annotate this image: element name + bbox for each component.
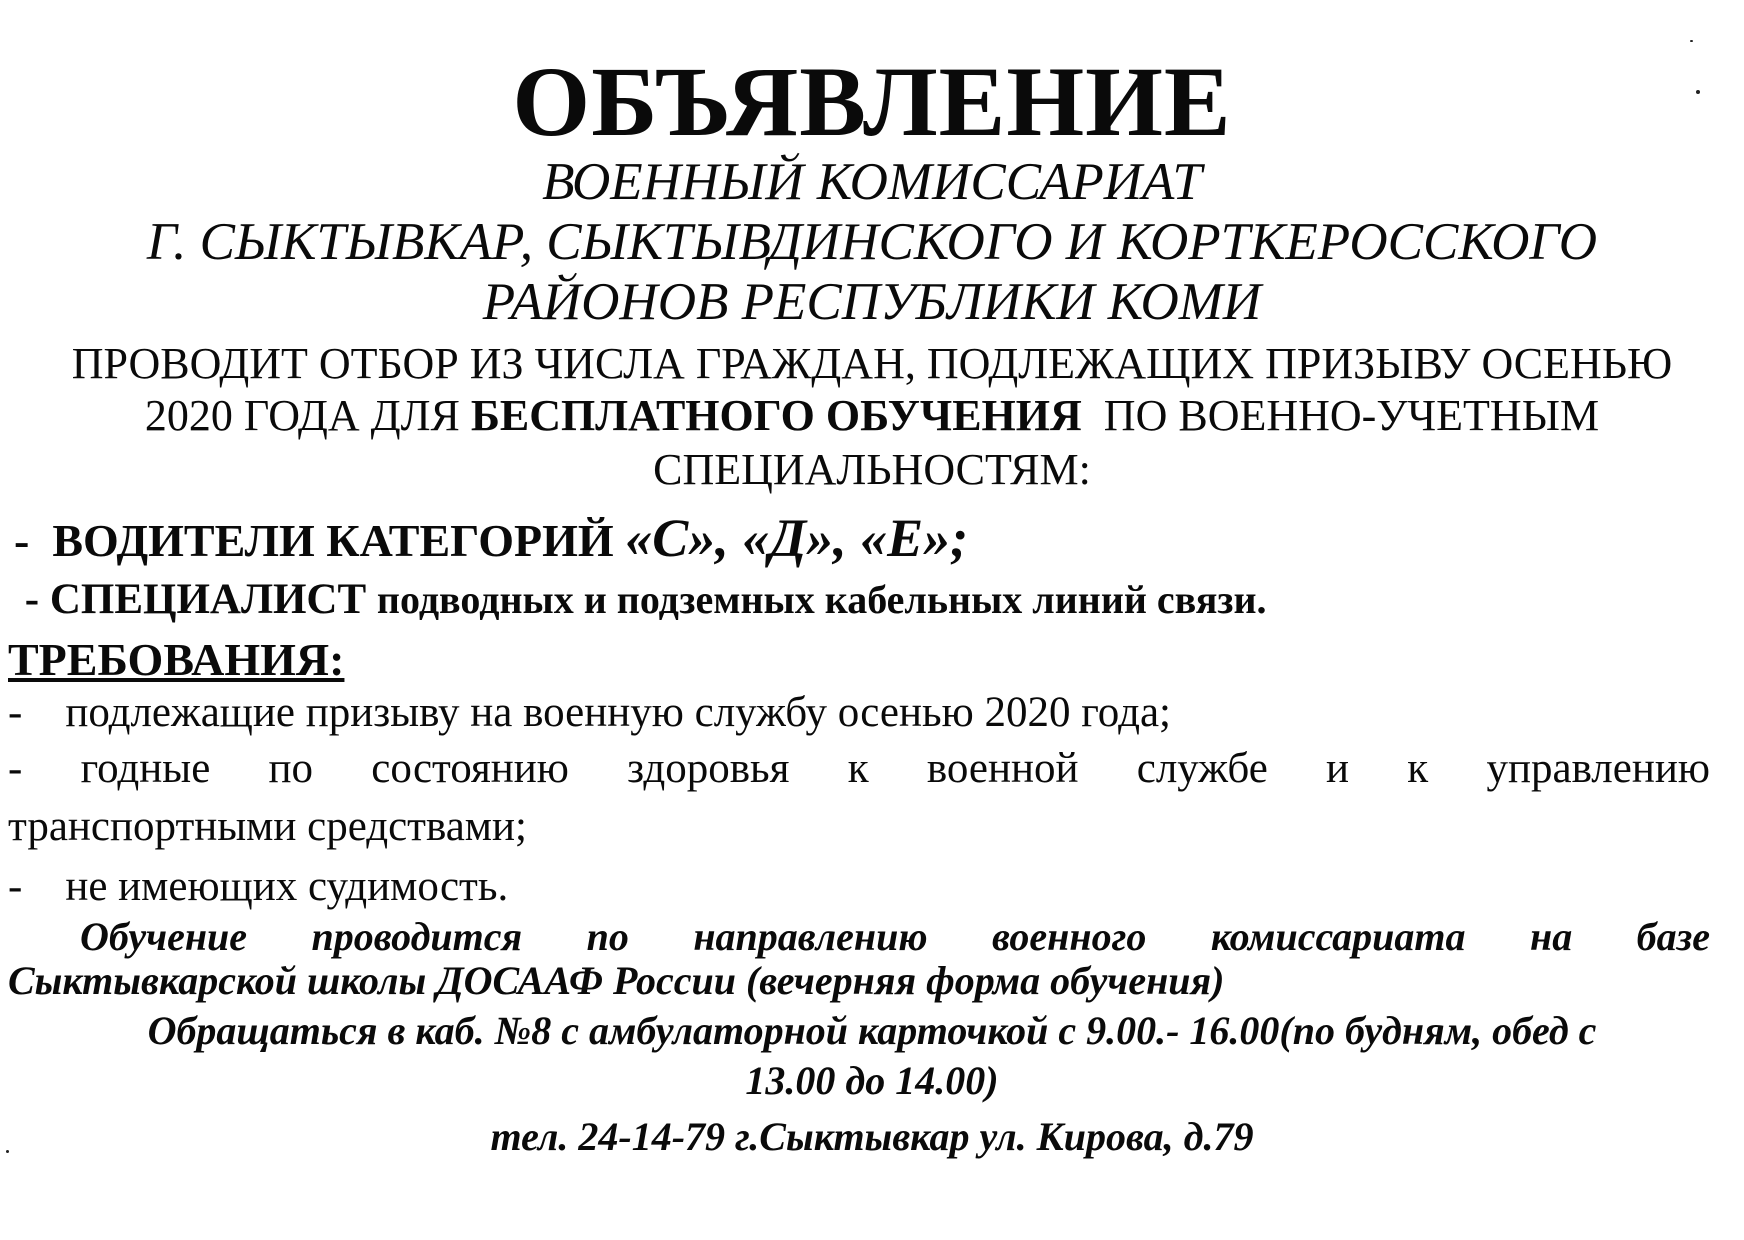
announcement-title: ОБЪЯВЛЕНИЕ <box>512 46 1232 157</box>
requirement-item-2-line-1: - годные по состоянию здоровья к военной службе и к управлению <box>8 745 1710 792</box>
scan-speck <box>6 1150 9 1153</box>
contact-line-3: тел. 24-14-79 г.Сыктывкар ул. Кирова, д.79 <box>490 1114 1254 1159</box>
specialty-drivers <box>14 508 968 571</box>
specialist-label: - СПЕЦИАЛИСТ <box>14 576 377 623</box>
requirement-item-1: - подлежащие призыву на военную службу осенью 2020 года; <box>8 689 1171 736</box>
org-line-1: ВОЕННЫЙ КОМИССАРИАТ <box>542 153 1202 211</box>
org-line-3: РАЙОНОВ РЕСПУБЛИКИ КОМИ <box>482 273 1262 331</box>
intro-line-3: СПЕЦИАЛЬНОСТЯМ: <box>653 445 1091 494</box>
requirements-heading: ТРЕБОВАНИЯ: <box>8 634 345 685</box>
scan-speck <box>1690 40 1693 42</box>
contact-line-2: 13.00 до 14.00) <box>745 1058 999 1103</box>
requirement-item-2-line-2: транспортными средствами; <box>8 803 527 850</box>
intro-line-1: ПРОВОДИТ ОТБОР ИЗ ЧИСЛА ГРАЖДАН, ПОДЛЕЖАЩИХ ПРИЗЫВУ ОСЕНЬЮ <box>71 339 1673 388</box>
free-training-emphasis: БЕСПЛАТНОГО ОБУЧЕНИЯ <box>470 391 1082 440</box>
drivers-label: - ВОДИТЕЛИ КАТЕГОРИЙ <box>14 515 626 566</box>
scan-speck <box>1696 90 1700 94</box>
intro-line-2-start: 2020 ГОДА ДЛЯ <box>144 391 471 440</box>
training-line-2: Сыктывкарской школы ДОСААФ России (вечерняя форма обучения) <box>8 958 1225 1003</box>
requirement-item-3: - не имеющих судимость. <box>8 863 509 910</box>
driver-categories: «С», «Д», «Е»; <box>625 508 969 568</box>
org-line-2: Г. СЫКТЫВКАР, СЫКТЫВДИНСКОГО И КОРТКЕРОССКОГО <box>146 213 1598 271</box>
intro-line-2-end: ПО ВОЕННО-УЧЕТНЫМ <box>1081 391 1600 440</box>
contact-line-1: Обращаться в каб. №8 с амбулаторной карточкой с 9.00.- 16.00(по будням, обед с <box>147 1008 1597 1053</box>
intro-line-2 <box>0 390 1744 442</box>
training-line-1: Обучение проводится по направлению военного комиссариата на базе <box>80 914 1710 959</box>
specialist-description: подводных и подземных кабельных линий связи. <box>376 577 1267 622</box>
specialty-cable-lines <box>14 570 1267 630</box>
